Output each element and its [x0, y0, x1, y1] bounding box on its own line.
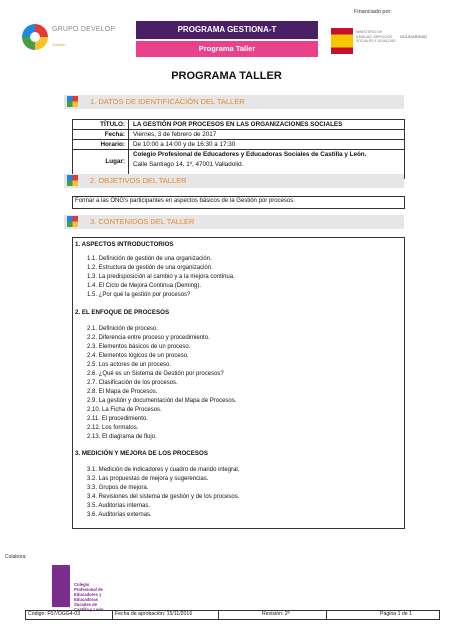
section-title: 1. DATOS DE IDENTIFICACIÓN DEL TALLER [90, 97, 245, 106]
footer-revision: Revisión: 2ª [262, 611, 290, 617]
spain-emblem-icon [331, 28, 353, 54]
content-item: 2.12. Los formatos. [87, 425, 139, 431]
footer-approval-date: Fecha de aprobación: 15/11/2016 [115, 611, 193, 617]
content-item: 3.2. Las propuestas de mejora y sugerencias. [87, 476, 209, 482]
content-item: 1.3. La predisposición al cambio y a la mejora continua. [87, 274, 235, 280]
content-category: 3. MEDICIÓN Y MEJORA DE LOS PROCESOS [75, 450, 208, 457]
footer-code: Código: F07/OGG4-03 [28, 611, 81, 617]
solidarity-label: SOLIDARIDAD [400, 34, 428, 39]
schedule-label: Horario: [100, 141, 125, 148]
content-item: 1.4. El Ciclo de Mejora Continua (Deming). [87, 283, 202, 289]
date-label: Fecha: [104, 131, 125, 138]
ministry-name: MINISTERIO DE SANIDAD, SERVICIOS SOCIALES E IGUALDAD [356, 30, 396, 43]
program-subtitle-band: Programa Taller [136, 41, 318, 57]
footer-page: Página 1 de 1 [380, 611, 413, 617]
content-item: 3.6. Auditorías externas. [87, 512, 152, 518]
collaborator-logo-icon [52, 565, 70, 607]
content-item: 1.5. ¿Por qué la gestión por procesos? [87, 292, 191, 298]
section-title: 2. OBJETIVOS DEL TALLER [90, 176, 187, 185]
content-item: 2.2. Diferencia entre proceso y procedimiento. [87, 335, 210, 341]
content-category: 2. EL ENFOQUE DE PROCESOS [75, 309, 170, 316]
content-item: 2.7. Clasificación de los procesos. [87, 380, 178, 386]
content-item: 2.6. ¿Qué es un Sistema de Gestión por procesos? [87, 371, 224, 377]
place-label: Lugar: [105, 158, 125, 165]
content-item: 3.4. Revisiones del sistema de gestión y de los procesos. [87, 494, 240, 500]
funded-label: Financiado por: [354, 9, 392, 15]
workshop-title: LA GESTIÓN POR PROCESOS EN LAS ORGANIZACIONES SOCIALES [133, 121, 343, 128]
content-item: 3.1. Medición de indicadores y cuadro de mando integral. [87, 467, 240, 473]
section-title: 3. CONTENIDOS DEL TALLER [90, 217, 195, 226]
content-item: 3.5. Auditorías internas. [87, 503, 151, 509]
objective-text: Formar a las ONG's participantes en aspectos básicos de la Gestión por procesos. [75, 198, 295, 204]
collaborator-label: Colabora: [5, 554, 27, 560]
logo-text: GRUPO DEVELOP [52, 26, 116, 33]
content-item: 1.2. Estructura de gestión de una organización. [87, 265, 213, 271]
program-title-band: PROGRAMA GESTIONA-T [136, 21, 318, 39]
workshop-address: Calle Santiago 14, 1º, 47001 Valladolid. [133, 161, 244, 168]
content-item: 2.8. El Mapa de Procesos. [87, 389, 158, 395]
workshop-venue: Colegio Profesional de Educadores y Educadoras Sociales de Castilla y León. [133, 151, 367, 158]
content-item: 3.3. Grupos de mejora. [87, 485, 149, 491]
title-label: TÍTULO: [100, 121, 125, 128]
content-item: 2.3. Elementos básicos de un proceso. [87, 344, 191, 350]
logo-subtext: Gestión [52, 42, 66, 47]
content-category: 1. ASPECTOS INTRODUCTORIOS [75, 241, 174, 248]
section-arrow-icon [67, 216, 78, 227]
section-arrow-icon [67, 96, 78, 107]
content-item: 2.5. Los actores de un proceso. [87, 362, 172, 368]
content-item: 1.1. Definición de gestión de una organización. [87, 256, 212, 262]
section-arrow-icon [67, 175, 78, 186]
develop-logo-icon [22, 24, 48, 50]
workshop-schedule: De 10:00 a 14:00 y de 16:30 a 17:30 [133, 141, 236, 148]
content-item: 2.13. El diagrama de flujo. [87, 434, 157, 440]
collaborator-name: Colegio Profesional de Educadores y Educadoras Sociales de Castilla y León [74, 582, 104, 612]
workshop-date: Viernes, 3 de febrero de 2017 [133, 131, 217, 138]
content-item: 2.9. La gestión y documentación del Mapa de Procesos. [87, 398, 237, 404]
content-item: 2.10. La Ficha de Procesos. [87, 407, 162, 413]
page-title: PROGRAMA TALLER [171, 70, 282, 82]
content-item: 2.1. Definición de proceso. [87, 326, 159, 332]
content-item: 2.11. El procedimiento. [87, 416, 148, 422]
document-footer [25, 610, 440, 620]
content-item: 2.4. Elementos lógicos de un proceso. [87, 353, 189, 359]
